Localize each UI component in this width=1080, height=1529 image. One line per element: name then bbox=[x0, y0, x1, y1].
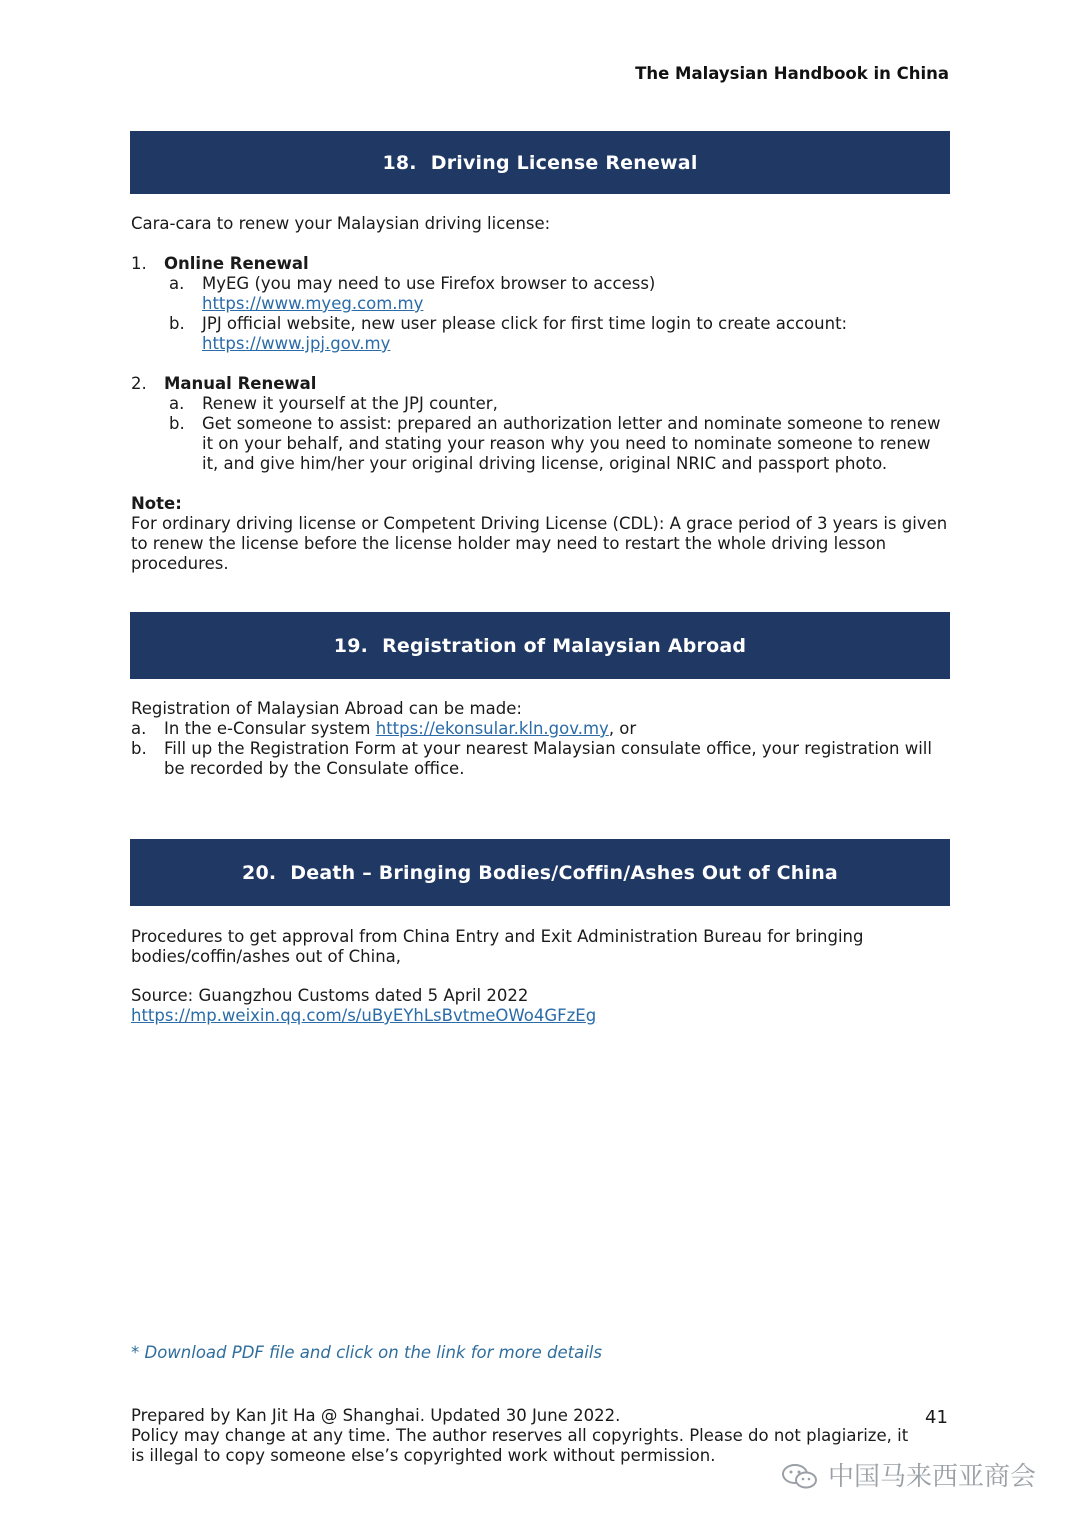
online-renewal-title: Online Renewal bbox=[164, 254, 309, 273]
section-18-intro: Cara-cara to renew your Malaysian driving license: bbox=[131, 214, 551, 233]
page-footer bbox=[131, 1406, 921, 1466]
jpj-counter-text: Renew it yourself at the JPJ counter, bbox=[202, 394, 498, 413]
section-20-title: Death – Bringing Bodies/Coffin/Ashes Out of China bbox=[290, 861, 838, 884]
item-19b-marker: b. bbox=[131, 739, 147, 758]
section-19-body bbox=[131, 699, 951, 779]
assist-text-line-1: Get someone to assist: prepared an authorization letter and nominate someone to renew bbox=[202, 414, 941, 433]
myeg-item bbox=[131, 274, 951, 294]
watermark bbox=[780, 1462, 1036, 1492]
manual-renewal-item bbox=[131, 374, 951, 394]
section-20-line-2: bodies/coffin/ashes out of China, bbox=[131, 947, 402, 966]
manual-renewal-title: Manual Renewal bbox=[164, 374, 317, 393]
econsular-link[interactable]: https://ekonsular.kln.gov.my bbox=[375, 719, 609, 738]
item-1-marker: 1. bbox=[131, 254, 147, 273]
section-20-number: 20. bbox=[242, 861, 277, 884]
footer-line-1: Prepared by Kan Jit Ha @ Shanghai. Updated 30 June 2022. bbox=[131, 1406, 621, 1425]
assist-text-line-3: it, and give him/her your original driving license, original NRIC and passport photo. bbox=[202, 454, 888, 473]
jpj-counter-item bbox=[131, 394, 951, 414]
running-header: The Malaysian Handbook in China bbox=[635, 64, 949, 83]
note-line-2: to renew the license before the license holder may need to restart the whole driving lesson bbox=[131, 534, 887, 553]
section-20-line-1: Procedures to get approval from China Entry and Exit Administration Bureau for bringing bbox=[131, 927, 864, 946]
item-2-marker: 2. bbox=[131, 374, 147, 393]
footer-line-2: Policy may change at any time. The author reserves all copyrights. Please do not plagiarize, it bbox=[131, 1426, 909, 1445]
item-2b-marker: b. bbox=[169, 414, 185, 433]
weixin-link[interactable]: https://mp.weixin.qq.com/s/uByEYhLsBvtmeOWo4GFzEg bbox=[131, 1006, 597, 1025]
section-20-source: Source: Guangzhou Customs dated 5 April 2022 bbox=[131, 986, 529, 1005]
note-line-3: procedures. bbox=[131, 554, 229, 573]
jpj-text: JPJ official website, new user please click for first time login to create account: bbox=[202, 314, 848, 333]
note-line-1: For ordinary driving license or Competent Driving License (CDL): A grace period of 3 years is given bbox=[131, 514, 948, 533]
section-18-body bbox=[131, 214, 951, 574]
assist-item bbox=[131, 414, 951, 434]
section-19-banner bbox=[130, 612, 950, 679]
myeg-text: MyEG (you may need to use Firefox browser to access) bbox=[202, 274, 656, 293]
online-renewal-item bbox=[131, 254, 951, 274]
jpj-link[interactable]: https://www.jpj.gov.my bbox=[202, 334, 391, 353]
item-2a-marker: a. bbox=[169, 394, 185, 413]
page-number: 41 bbox=[925, 1407, 948, 1428]
item-1a-marker: a. bbox=[169, 274, 185, 293]
registration-form-line-1: Fill up the Registration Form at your nearest Malaysian consulate office, your registration will bbox=[164, 739, 932, 758]
section-19-number: 19. bbox=[333, 634, 369, 657]
section-18-number: 18. bbox=[382, 151, 417, 174]
econsular-item bbox=[131, 719, 951, 739]
myeg-link[interactable]: https://www.myeg.com.my bbox=[202, 294, 424, 313]
assist-text-line-2: it on your behalf, and stating your reason why you need to nominate someone to renew bbox=[202, 434, 931, 453]
footer-line-3: is illegal to copy someone else’s copyrighted work without permission. bbox=[131, 1446, 716, 1465]
wechat-icon bbox=[780, 1462, 820, 1492]
download-footnote: * Download PDF file and click on the link for more details bbox=[131, 1343, 602, 1362]
item-19a-marker: a. bbox=[131, 719, 147, 738]
econsular-suffix: , or bbox=[608, 719, 637, 738]
section-19-intro: Registration of Malaysian Abroad can be made: bbox=[131, 699, 522, 718]
section-20-body bbox=[131, 927, 951, 1026]
section-19-title: Registration of Malaysian Abroad bbox=[382, 634, 747, 657]
section-18-banner bbox=[130, 131, 950, 194]
note-label: Note: bbox=[131, 494, 182, 513]
section-18-title: Driving License Renewal bbox=[430, 151, 698, 174]
item-1b-marker: b. bbox=[169, 314, 185, 333]
jpj-item bbox=[131, 314, 951, 334]
registration-form-item bbox=[131, 739, 951, 759]
econsular-text: In the e-Consular system bbox=[164, 719, 376, 738]
registration-form-line-2: be recorded by the Consulate office. bbox=[164, 759, 465, 778]
watermark-text: 中国马来西亚商会 bbox=[828, 1462, 1037, 1492]
section-20-banner bbox=[130, 839, 950, 906]
